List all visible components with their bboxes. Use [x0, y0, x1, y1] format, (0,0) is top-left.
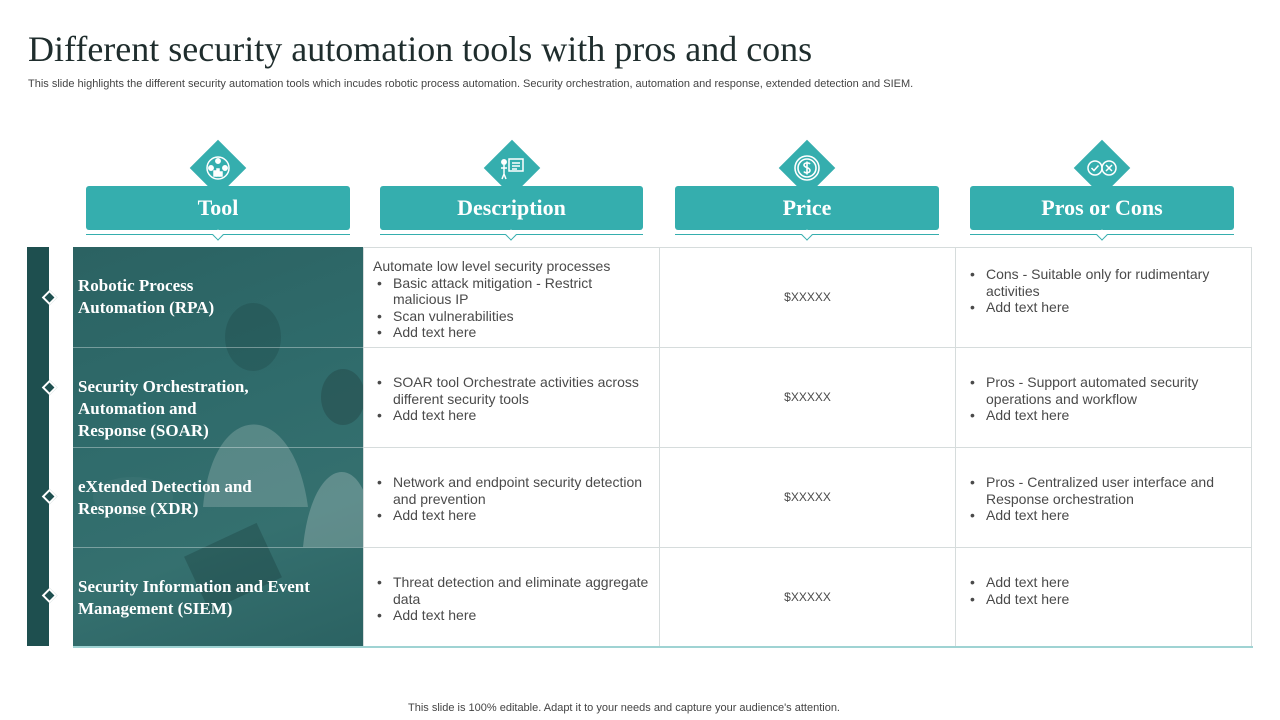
header-tool: Tool — [86, 186, 350, 230]
table-bottom-border — [73, 646, 1253, 648]
description-cell-xdr — [363, 447, 659, 547]
header-notch — [1096, 229, 1107, 240]
tool-name-line: Security Orchestration, — [78, 377, 249, 396]
left-accent-bar — [27, 247, 49, 646]
dollar-coin-icon — [793, 154, 821, 182]
description-bullet: • Basic attack mitigation - Restrict malicious IP — [373, 275, 649, 308]
price-cell-xdr: $XXXXX — [659, 447, 955, 547]
tool-name-line: Management (SIEM) — [78, 599, 233, 618]
price-cell-soar: $XXXXX — [659, 347, 955, 447]
pros-cons-bullet: • Add text here — [966, 407, 1241, 424]
pros-cons-bullet: • Add text here — [966, 591, 1241, 608]
header-description: Description — [380, 186, 643, 230]
description-bullet: • Add text here — [373, 507, 649, 524]
tool-name-line: Response (SOAR) — [78, 421, 209, 440]
description-bullet: • Add text here — [373, 407, 649, 424]
description-cell-soar — [363, 347, 659, 447]
tool-name-line: Automation and — [78, 399, 197, 418]
tool-name-line: Response (XDR) — [78, 499, 199, 518]
header-price: Price — [675, 186, 939, 230]
page-subtitle: This slide highlights the different security automation tools which incudes robotic process automation. Security orchestration, automation and response, extended detection and SIEM. — [28, 78, 914, 90]
tool-cell-xdr — [73, 447, 363, 547]
description-bullet: • Add text here — [373, 324, 649, 341]
pros-cons-bullet: • Cons - Suitable only for rudimentary activities — [966, 266, 1241, 299]
pros-cons-bullet: • Add text here — [966, 507, 1241, 524]
tool-name-line: eXtended Detection and — [78, 477, 252, 496]
page-title: Different security automation tools with pros and cons — [28, 29, 813, 69]
pros-cons-bullet: • Add text here — [966, 574, 1241, 591]
presentation-board-icon — [498, 154, 526, 182]
description-cell-siem — [363, 547, 659, 647]
tool-name-line: Automation (RPA) — [78, 298, 215, 317]
description-cell-rpa — [363, 247, 659, 347]
pros-cons-cell-rpa — [955, 247, 1252, 347]
tool-name-line: Robotic Process — [78, 276, 194, 295]
price-cell-siem: $XXXXX — [659, 547, 955, 647]
tool-cell-siem — [73, 547, 363, 647]
header-notch — [801, 229, 812, 240]
header-notch — [505, 229, 516, 240]
tool-cell-soar — [73, 347, 363, 447]
description-bullet: • Network and endpoint security detection and prevention — [373, 474, 649, 507]
check-cross-icon — [1087, 158, 1117, 178]
tool-cell-rpa — [73, 247, 363, 347]
pros-cons-cell-xdr — [955, 447, 1252, 547]
description-bullet: • Scan vulnerabilities — [373, 308, 649, 325]
pros-cons-bullet: • Pros - Centralized user interface and Response orchestration — [966, 474, 1241, 507]
pros-cons-bullet: • Pros - Support automated security operations and workflow — [966, 374, 1241, 407]
description-bullet: • Add text here — [373, 607, 649, 624]
description-bullet: • SOAR tool Orchestrate activities across different security tools — [373, 374, 649, 407]
description-intro: Automate low level security processes — [373, 258, 611, 274]
header-notch — [212, 229, 223, 240]
header-pros-cons: Pros or Cons — [970, 186, 1234, 230]
pros-cons-cell-siem — [955, 547, 1252, 647]
tool-name-line: Security Information and Event — [78, 577, 310, 596]
description-bullet: • Threat detection and eliminate aggregate data — [373, 574, 649, 607]
footer-note: This slide is 100% editable. Adapt it to your needs and capture your audience's attention. — [408, 702, 840, 714]
price-cell-rpa: $XXXXX — [659, 247, 955, 347]
pros-cons-cell-soar — [955, 347, 1252, 447]
pros-cons-bullet: • Add text here — [966, 299, 1241, 316]
team-network-icon — [204, 154, 232, 182]
